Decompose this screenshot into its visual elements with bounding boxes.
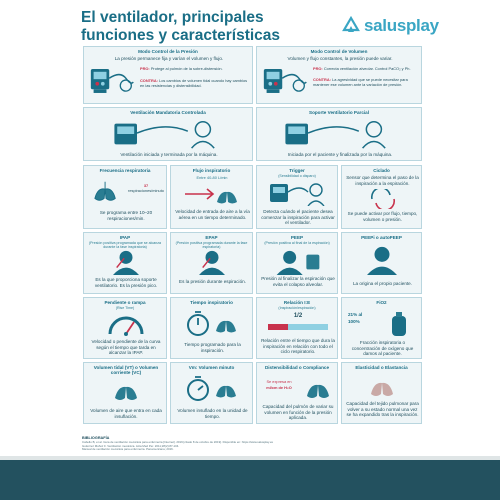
badge-value: 37 xyxy=(143,183,149,188)
card-title: Trigger xyxy=(289,168,305,173)
card-sub: (Rise Time) xyxy=(115,306,135,310)
stopwatch-lungs-icon xyxy=(182,374,242,402)
card-autopeep xyxy=(341,232,422,294)
pro-label: PRO: xyxy=(313,66,323,71)
badge-respiraciones xyxy=(126,184,166,194)
ratio-bar-icon xyxy=(268,322,328,332)
ventilator-patient-icon xyxy=(109,118,229,150)
card-tiempo xyxy=(170,297,253,359)
card-fio2 xyxy=(341,297,422,359)
card-title: Volumen tidal (VT) o Volumen corriente (VC) xyxy=(93,365,159,375)
card-vt xyxy=(83,362,167,424)
card-desc: Fracción inspiratoria o concentración de oxígeno que damos al paciente. xyxy=(351,340,414,357)
pro-label: PRO: xyxy=(140,66,150,71)
card-frecuencia xyxy=(83,165,167,229)
card-title: Vm: Volumen minuto xyxy=(188,365,235,370)
card-desc: Ventilación iniciada y terminada por la máquina. xyxy=(120,152,218,157)
contra-label: CONTRA: xyxy=(140,78,158,83)
card-title: Tiempo inspiratorio xyxy=(190,300,233,305)
patient-head-icon xyxy=(106,249,146,275)
card-desc: Sensor que determina el paso de la inspiración a la espiración. xyxy=(346,175,419,186)
card-pro xyxy=(313,67,419,72)
card-presion xyxy=(83,46,253,104)
lungs-icon xyxy=(92,178,120,204)
logo-text: salusplay xyxy=(364,16,439,35)
contra-text: Los cambios de volumen tidal cuando hay cambios en las resistencias y distensibilidad. xyxy=(140,78,248,88)
card-sub: (Presión positiva al final de la espiración) xyxy=(264,241,330,245)
card-title: PEEPi o autoPEEP xyxy=(361,235,402,240)
card-volumen xyxy=(256,46,422,104)
patient-ventilator-icon xyxy=(273,249,323,275)
card-title: Modo Control de la Presión xyxy=(138,49,198,54)
ventilator-machine-icon xyxy=(89,65,135,97)
card-desc: Es la presión durante espiración. xyxy=(179,279,246,284)
card-desc: La origina el propio paciente. xyxy=(353,281,412,286)
card-title: Elasticidad o Elastancia xyxy=(355,365,408,370)
card-distens xyxy=(256,362,338,424)
salusplay-logo xyxy=(340,14,440,38)
card-desc: Volumen insuflado en la unidad de tiempo. xyxy=(177,408,248,419)
stopwatch-lungs-icon xyxy=(182,309,242,337)
fio2-badge-a: 21% al xyxy=(348,312,363,317)
distens-badge-b: ml/cm de H₂O xyxy=(266,385,292,390)
card-title: IPAP xyxy=(119,235,131,240)
salusplay-logo-icon xyxy=(340,14,362,36)
footer-band xyxy=(0,460,500,500)
card-desc: Velocidad de entrada de aire a la vía aérea en un tiempo determinado. xyxy=(175,209,250,220)
card-desc: Presión al finalizar la espiración que evita el colapso alveolar. xyxy=(261,276,335,287)
ventilator-patient-icon xyxy=(280,118,400,150)
card-desc: Volumen y flujo constantes, la presión puede variar. xyxy=(287,56,393,61)
card-desc: Capacidad del pulmón de variar su volumen en función de la presión aplicada. xyxy=(262,404,334,421)
card-desc: Iniciada por el paciente y finalizada por la máquina. xyxy=(287,152,393,157)
card-desc: Tiempo programado para la inspiración. xyxy=(184,342,241,353)
lungs-icon xyxy=(303,375,333,401)
card-title: Flujo inspiratorio xyxy=(192,168,231,173)
contra-label: CONTRA: xyxy=(313,77,331,82)
oxygen-tank-icon xyxy=(384,310,414,338)
gauge-icon xyxy=(106,312,146,336)
bibliography-entry: Manual de ventilación mecánica para enfermería. Panamericana; 2016. xyxy=(82,447,174,452)
card-rampa xyxy=(83,297,167,359)
card-sub: (Presión positiva programada durante la fase espiratoria) xyxy=(175,241,248,249)
card-title: Ciclado xyxy=(373,168,390,173)
bibliography-entry: Gutiérrez Muñoz F. Ventilación mecánica. Acta Med Per. 2011;28(2):87-104. xyxy=(82,443,180,448)
card-pro xyxy=(140,67,250,72)
card-contra xyxy=(140,79,250,89)
card-sub: (Presión positiva programada que se alcanza durante la fase inspiratoria) xyxy=(88,241,162,249)
card-title: Soporte Ventilatorio Parcial xyxy=(309,110,369,115)
airflow-lungs-icon xyxy=(183,182,243,206)
patient-head-icon xyxy=(362,245,402,275)
card-desc: La presión permanece fija y varían el volumen y flujo. xyxy=(114,56,224,61)
card-elast xyxy=(341,362,422,424)
card-desc: Es la que proporciona soporte ventilatorio. Es la presión pico. xyxy=(94,277,158,288)
card-ciclado xyxy=(341,165,422,229)
card-title: Frecuencia respiratoria xyxy=(99,168,151,173)
card-title: PEEP xyxy=(290,235,304,240)
pro-text: Protege al pulmón de la sobre-distensión. xyxy=(150,66,223,71)
lungs-icon xyxy=(367,373,397,399)
card-parcial xyxy=(256,107,422,161)
card-title: Relación I:E xyxy=(283,300,311,305)
card-relacion xyxy=(256,297,338,359)
bibliography-list xyxy=(82,441,422,452)
card-sub: (Sensibilidad o disparo) xyxy=(278,174,316,178)
bibliography-heading: BIBLIOGRAFÍA xyxy=(82,436,110,440)
card-epap xyxy=(170,232,253,294)
card-title: Distensibilidad o Compliance xyxy=(264,365,330,370)
card-sub: (Inspiración/espiración) xyxy=(278,306,316,310)
fio2-badge-b: 100% xyxy=(348,319,360,324)
card-title: Ventilación Mandatoria Controlada xyxy=(130,110,206,115)
card-mandatoria xyxy=(83,107,253,161)
distens-badge-a: Se expresa en xyxy=(266,379,292,384)
card-peep xyxy=(256,232,338,294)
card-desc: Se programa entre 10–20 respiraciones/min. xyxy=(99,210,153,221)
card-desc: Detecta cuándo el paciente desea comenzar la inspiración para activar el ventilador. xyxy=(261,209,335,226)
card-vm xyxy=(170,362,253,424)
flujo-badge: Entre 40-80 L/min xyxy=(196,175,228,180)
card-title: Modo Control de Volumen xyxy=(310,49,368,54)
card-ipap xyxy=(83,232,167,294)
card-title: EPAP xyxy=(205,235,218,240)
pro-text: Correcta ventilación alveolar. Control PaCO₂ y Ph. xyxy=(323,66,411,71)
card-desc: Relación entre el tiempo que dura la inspiración en relación con todo el ciclo respiratorio. xyxy=(261,338,335,355)
card-desc: Velocidad o pendiente de la curva según el tiempo que tarda en alcanzar la IPAP. xyxy=(91,339,161,356)
contra-text: La agresividad que se puede necesitar para mantener ese volumen ante la variación de presión. xyxy=(313,77,408,87)
ventilator-machine-icon xyxy=(262,65,308,97)
lungs-icon xyxy=(111,377,141,403)
bibliography-entry: Cabello B, et al. Guía de ventilación mecánica para enfermería [Internet]. 2019 [citado 8 de octubre de 2019]. Disponible en: https://www.salusplay.es xyxy=(82,440,273,444)
card-desc-2: Se puede activar por flujo, tiempo, volumen o presión. xyxy=(347,211,418,222)
ratio-value: 1/2 xyxy=(293,313,303,319)
ventilator-trigger-icon xyxy=(268,180,328,206)
cycle-arrows-icon xyxy=(368,189,398,209)
card-flujo xyxy=(170,165,253,229)
card-title: FiO2 xyxy=(376,300,387,305)
card-trigger xyxy=(256,165,338,229)
infographic-title: El ventilador, principales funciones y características xyxy=(81,9,281,44)
card-contra xyxy=(313,78,419,88)
badge-unit: respiraciones/minuto xyxy=(128,187,164,193)
card-title: Pendiente o rampa xyxy=(104,300,146,305)
card-desc: Capacidad del tejido pulmonar para volver a su estado normal una vez se ha expandido tras la inspiración. xyxy=(346,401,419,418)
patient-head-icon xyxy=(192,249,232,275)
card-desc: Volumen de aire que entra en cada insuflación. xyxy=(90,408,162,419)
